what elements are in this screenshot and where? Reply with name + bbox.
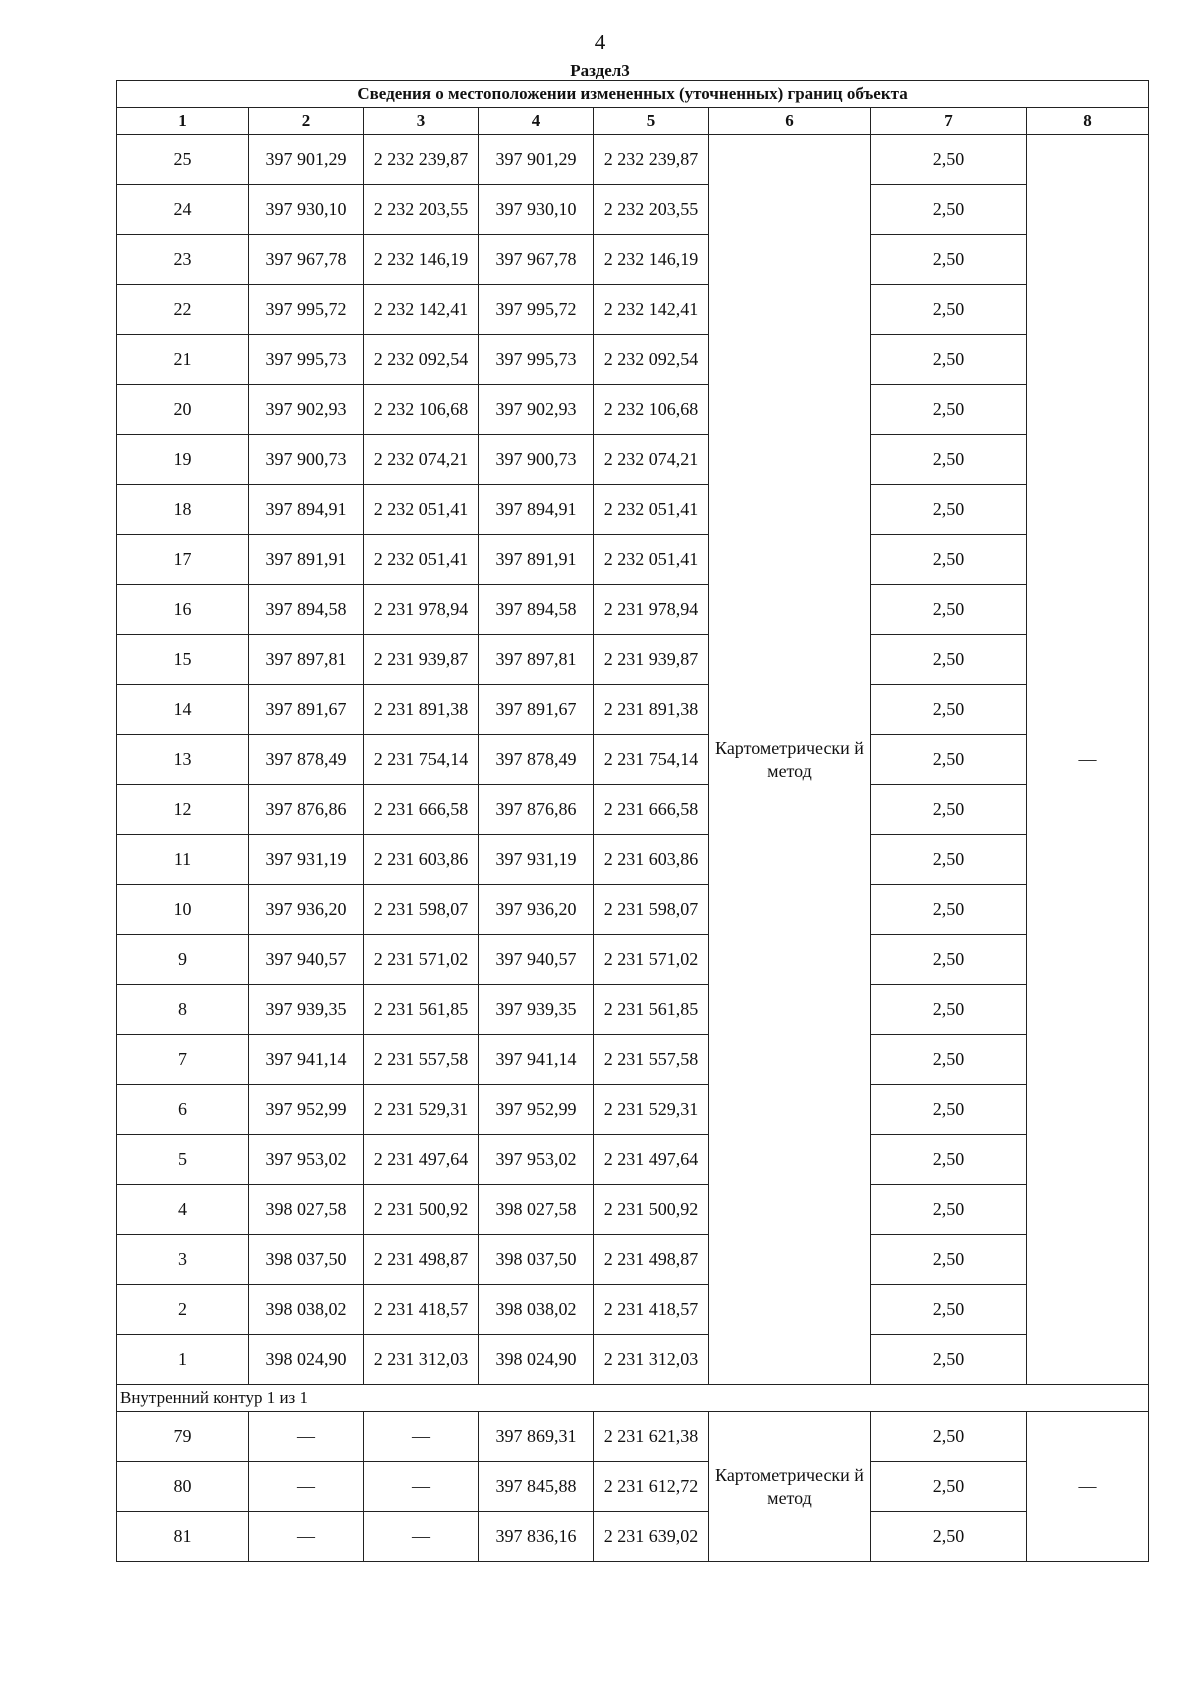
point-number-cell: 22 <box>117 285 249 335</box>
y-updated-cell: 2 231 666,58 <box>594 785 709 835</box>
y-updated-cell: 2 232 239,87 <box>594 135 709 185</box>
method-cell: Картометрически й метод <box>709 135 871 1385</box>
point-number-cell: 80 <box>117 1462 249 1512</box>
x-updated-cell: 397 967,78 <box>479 235 594 285</box>
accuracy-cell: 2,50 <box>871 735 1027 785</box>
column-number-row <box>117 108 1149 135</box>
x-updated-cell: 397 891,91 <box>479 535 594 585</box>
y-existing-cell: 2 231 497,64 <box>364 1135 479 1185</box>
y-updated-cell: 2 231 639,02 <box>594 1512 709 1562</box>
accuracy-cell: 2,50 <box>871 785 1027 835</box>
x-updated-cell: 397 897,81 <box>479 635 594 685</box>
y-existing-cell: 2 232 146,19 <box>364 235 479 285</box>
point-number-cell: 2 <box>117 1285 249 1335</box>
y-updated-cell: 2 232 051,41 <box>594 485 709 535</box>
y-updated-cell: 2 232 106,68 <box>594 385 709 435</box>
y-updated-cell: 2 231 603,86 <box>594 835 709 885</box>
accuracy-cell: 2,50 <box>871 885 1027 935</box>
y-existing-cell: 2 232 092,54 <box>364 335 479 385</box>
inner-contour-row <box>117 1385 1149 1412</box>
x-existing-cell: 398 038,02 <box>249 1285 364 1335</box>
y-updated-cell: 2 231 498,87 <box>594 1235 709 1285</box>
y-existing-cell: — <box>364 1462 479 1512</box>
table-row <box>117 285 1149 335</box>
table-row <box>117 385 1149 435</box>
table-row <box>117 1085 1149 1135</box>
table-row <box>117 735 1149 785</box>
table-row <box>117 535 1149 585</box>
accuracy-cell: 2,50 <box>871 385 1027 435</box>
x-updated-cell: 397 836,16 <box>479 1512 594 1562</box>
x-existing-cell: 397 940,57 <box>249 935 364 985</box>
accuracy-cell: 2,50 <box>871 335 1027 385</box>
section-title: Раздел3 <box>570 61 630 80</box>
point-number-cell: 18 <box>117 485 249 535</box>
y-updated-cell: 2 232 092,54 <box>594 335 709 385</box>
x-existing-cell: 397 995,72 <box>249 285 364 335</box>
table-row <box>117 1185 1149 1235</box>
point-number-cell: 20 <box>117 385 249 435</box>
accuracy-cell: 2,50 <box>871 185 1027 235</box>
x-updated-cell: 398 037,50 <box>479 1235 594 1285</box>
table-row <box>117 1285 1149 1335</box>
column-header: 6 <box>709 108 871 135</box>
table-row <box>117 1135 1149 1185</box>
point-number-cell: 7 <box>117 1035 249 1085</box>
y-updated-cell: 2 231 529,31 <box>594 1085 709 1135</box>
column-header: 2 <box>249 108 364 135</box>
point-number-cell: 15 <box>117 635 249 685</box>
y-updated-cell: 2 231 418,57 <box>594 1285 709 1335</box>
y-existing-cell: 2 231 978,94 <box>364 585 479 635</box>
table-row <box>117 335 1149 385</box>
accuracy-cell: 2,50 <box>871 835 1027 885</box>
column-header: 8 <box>1027 108 1149 135</box>
accuracy-cell: 2,50 <box>871 935 1027 985</box>
x-updated-cell: 397 876,86 <box>479 785 594 835</box>
table-row <box>117 435 1149 485</box>
y-existing-cell: 2 232 051,41 <box>364 535 479 585</box>
table-row <box>117 1035 1149 1085</box>
y-existing-cell: 2 232 142,41 <box>364 285 479 335</box>
column-header: 7 <box>871 108 1027 135</box>
y-existing-cell: — <box>364 1412 479 1462</box>
x-existing-cell: 397 931,19 <box>249 835 364 885</box>
point-number-cell: 8 <box>117 985 249 1035</box>
accuracy-cell: 2,50 <box>871 135 1027 185</box>
x-updated-cell: 398 038,02 <box>479 1285 594 1335</box>
y-existing-cell: 2 231 498,87 <box>364 1235 479 1285</box>
accuracy-cell: 2,50 <box>871 1235 1027 1285</box>
x-existing-cell: 397 891,67 <box>249 685 364 735</box>
x-existing-cell: 397 953,02 <box>249 1135 364 1185</box>
y-updated-cell: 2 231 598,07 <box>594 885 709 935</box>
y-updated-cell: 2 231 571,02 <box>594 935 709 985</box>
x-existing-cell: 397 939,35 <box>249 985 364 1035</box>
x-existing-cell: 397 902,93 <box>249 385 364 435</box>
y-updated-cell: 2 231 621,38 <box>594 1412 709 1462</box>
x-existing-cell: — <box>249 1462 364 1512</box>
x-updated-cell: 397 845,88 <box>479 1462 594 1512</box>
column-header: 5 <box>594 108 709 135</box>
x-existing-cell: 397 876,86 <box>249 785 364 835</box>
note-cell: — <box>1027 135 1149 1385</box>
y-updated-cell: 2 231 612,72 <box>594 1462 709 1512</box>
boundary-coordinates-table <box>116 80 1149 1562</box>
y-existing-cell: 2 232 203,55 <box>364 185 479 235</box>
table-caption: Сведения о местоположении измененных (уточненных) границ объекта <box>117 81 1149 108</box>
point-number-cell: 19 <box>117 435 249 485</box>
y-updated-cell: 2 232 051,41 <box>594 535 709 585</box>
x-updated-cell: 397 952,99 <box>479 1085 594 1135</box>
y-existing-cell: 2 231 603,86 <box>364 835 479 885</box>
x-updated-cell: 397 901,29 <box>479 135 594 185</box>
x-existing-cell: 397 891,91 <box>249 535 364 585</box>
point-number-cell: 24 <box>117 185 249 235</box>
point-number-cell: 5 <box>117 1135 249 1185</box>
accuracy-cell: 2,50 <box>871 985 1027 1035</box>
point-number-cell: 21 <box>117 335 249 385</box>
x-updated-cell: 397 995,73 <box>479 335 594 385</box>
y-existing-cell: 2 231 939,87 <box>364 635 479 685</box>
table-row <box>117 1462 1149 1512</box>
table-row <box>117 235 1149 285</box>
y-existing-cell: 2 231 312,03 <box>364 1335 479 1385</box>
x-updated-cell: 398 027,58 <box>479 1185 594 1235</box>
y-updated-cell: 2 232 146,19 <box>594 235 709 285</box>
x-existing-cell: 397 995,73 <box>249 335 364 385</box>
accuracy-cell: 2,50 <box>871 485 1027 535</box>
x-updated-cell: 397 940,57 <box>479 935 594 985</box>
point-number-cell: 25 <box>117 135 249 185</box>
table-row <box>117 485 1149 535</box>
point-number-cell: 79 <box>117 1412 249 1462</box>
accuracy-cell: 2,50 <box>871 1085 1027 1135</box>
x-existing-cell: 397 941,14 <box>249 1035 364 1085</box>
point-number-cell: 12 <box>117 785 249 835</box>
accuracy-cell: 2,50 <box>871 1185 1027 1235</box>
point-number-cell: 4 <box>117 1185 249 1235</box>
accuracy-cell: 2,50 <box>871 1335 1027 1385</box>
y-existing-cell: — <box>364 1512 479 1562</box>
accuracy-cell: 2,50 <box>871 1285 1027 1335</box>
y-existing-cell: 2 231 754,14 <box>364 735 479 785</box>
point-number-cell: 23 <box>117 235 249 285</box>
table-row <box>117 785 1149 835</box>
x-existing-cell: 397 901,29 <box>249 135 364 185</box>
x-updated-cell: 397 995,72 <box>479 285 594 335</box>
point-number-cell: 3 <box>117 1235 249 1285</box>
y-existing-cell: 2 231 666,58 <box>364 785 479 835</box>
table-row <box>117 835 1149 885</box>
x-updated-cell: 397 931,19 <box>479 835 594 885</box>
x-updated-cell: 397 894,91 <box>479 485 594 535</box>
x-existing-cell: 397 936,20 <box>249 885 364 935</box>
x-updated-cell: 397 953,02 <box>479 1135 594 1185</box>
point-number-cell: 17 <box>117 535 249 585</box>
y-existing-cell: 2 231 529,31 <box>364 1085 479 1135</box>
accuracy-cell: 2,50 <box>871 585 1027 635</box>
table-row <box>117 135 1149 185</box>
x-existing-cell: 397 930,10 <box>249 185 364 235</box>
y-existing-cell: 2 231 571,02 <box>364 935 479 985</box>
point-number-cell: 81 <box>117 1512 249 1562</box>
column-header: 3 <box>364 108 479 135</box>
x-updated-cell: 398 024,90 <box>479 1335 594 1385</box>
x-existing-cell: — <box>249 1412 364 1462</box>
table-row <box>117 1235 1149 1285</box>
y-updated-cell: 2 231 939,87 <box>594 635 709 685</box>
table-row <box>117 185 1149 235</box>
accuracy-cell: 2,50 <box>871 1035 1027 1085</box>
x-existing-cell: 397 894,58 <box>249 585 364 635</box>
x-updated-cell: 397 902,93 <box>479 385 594 435</box>
y-updated-cell: 2 231 557,58 <box>594 1035 709 1085</box>
x-updated-cell: 397 878,49 <box>479 735 594 785</box>
x-existing-cell: 397 894,91 <box>249 485 364 535</box>
column-header: 4 <box>479 108 594 135</box>
y-updated-cell: 2 231 891,38 <box>594 685 709 735</box>
point-number-cell: 11 <box>117 835 249 885</box>
x-updated-cell: 397 939,35 <box>479 985 594 1035</box>
x-updated-cell: 397 930,10 <box>479 185 594 235</box>
y-existing-cell: 2 231 891,38 <box>364 685 479 735</box>
accuracy-cell: 2,50 <box>871 1135 1027 1185</box>
x-updated-cell: 397 869,31 <box>479 1412 594 1462</box>
table-row <box>117 935 1149 985</box>
y-updated-cell: 2 232 142,41 <box>594 285 709 335</box>
y-existing-cell: 2 232 106,68 <box>364 385 479 435</box>
point-number-cell: 1 <box>117 1335 249 1385</box>
point-number-cell: 14 <box>117 685 249 735</box>
table-row <box>117 985 1149 1035</box>
x-existing-cell: 398 037,50 <box>249 1235 364 1285</box>
x-existing-cell: 397 897,81 <box>249 635 364 685</box>
point-number-cell: 6 <box>117 1085 249 1135</box>
y-existing-cell: 2 231 561,85 <box>364 985 479 1035</box>
page-number: 4 <box>594 30 606 54</box>
accuracy-cell: 2,50 <box>871 685 1027 735</box>
point-number-cell: 13 <box>117 735 249 785</box>
y-updated-cell: 2 232 074,21 <box>594 435 709 485</box>
x-existing-cell: 397 967,78 <box>249 235 364 285</box>
y-updated-cell: 2 231 500,92 <box>594 1185 709 1235</box>
accuracy-cell: 2,50 <box>871 1412 1027 1462</box>
x-updated-cell: 397 894,58 <box>479 585 594 635</box>
note-cell: — <box>1027 1412 1149 1562</box>
table-row <box>117 685 1149 735</box>
accuracy-cell: 2,50 <box>871 635 1027 685</box>
accuracy-cell: 2,50 <box>871 435 1027 485</box>
y-existing-cell: 2 231 418,57 <box>364 1285 479 1335</box>
accuracy-cell: 2,50 <box>871 285 1027 335</box>
x-existing-cell: 397 900,73 <box>249 435 364 485</box>
point-number-cell: 16 <box>117 585 249 635</box>
table-row <box>117 885 1149 935</box>
x-existing-cell: 397 952,99 <box>249 1085 364 1135</box>
x-existing-cell: 398 024,90 <box>249 1335 364 1385</box>
x-updated-cell: 397 900,73 <box>479 435 594 485</box>
accuracy-cell: 2,50 <box>871 535 1027 585</box>
y-existing-cell: 2 232 074,21 <box>364 435 479 485</box>
x-existing-cell: 397 878,49 <box>249 735 364 785</box>
table-body <box>117 135 1149 1562</box>
y-existing-cell: 2 232 239,87 <box>364 135 479 185</box>
accuracy-cell: 2,50 <box>871 1462 1027 1512</box>
y-existing-cell: 2 231 500,92 <box>364 1185 479 1235</box>
y-updated-cell: 2 232 203,55 <box>594 185 709 235</box>
table-row <box>117 1512 1149 1562</box>
inner-contour-label: Внутренний контур 1 из 1 <box>117 1385 1149 1412</box>
x-existing-cell: 398 027,58 <box>249 1185 364 1235</box>
y-updated-cell: 2 231 754,14 <box>594 735 709 785</box>
column-header: 1 <box>117 108 249 135</box>
y-existing-cell: 2 231 598,07 <box>364 885 479 935</box>
y-updated-cell: 2 231 561,85 <box>594 985 709 1035</box>
point-number-cell: 10 <box>117 885 249 935</box>
y-existing-cell: 2 232 051,41 <box>364 485 479 535</box>
y-updated-cell: 2 231 312,03 <box>594 1335 709 1385</box>
x-existing-cell: — <box>249 1512 364 1562</box>
accuracy-cell: 2,50 <box>871 235 1027 285</box>
accuracy-cell: 2,50 <box>871 1512 1027 1562</box>
x-updated-cell: 397 891,67 <box>479 685 594 735</box>
method-cell: Картометрически й метод <box>709 1412 871 1562</box>
x-updated-cell: 397 941,14 <box>479 1035 594 1085</box>
table-row <box>117 1412 1149 1462</box>
y-updated-cell: 2 231 497,64 <box>594 1135 709 1185</box>
table-row <box>117 1335 1149 1385</box>
table-row <box>117 635 1149 685</box>
table-row <box>117 585 1149 635</box>
x-updated-cell: 397 936,20 <box>479 885 594 935</box>
point-number-cell: 9 <box>117 935 249 985</box>
y-updated-cell: 2 231 978,94 <box>594 585 709 635</box>
y-existing-cell: 2 231 557,58 <box>364 1035 479 1085</box>
